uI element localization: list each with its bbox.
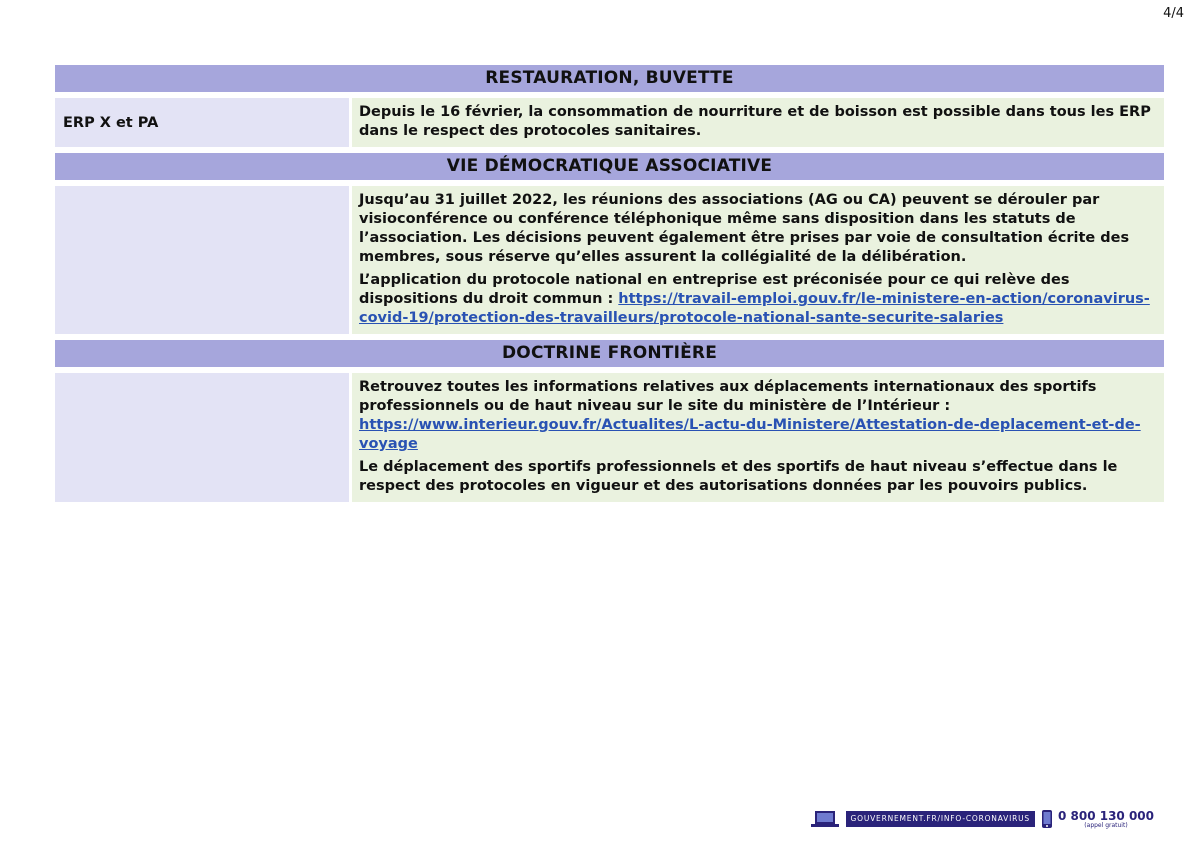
- content-paragraph: [359, 271, 1154, 328]
- table-row: [55, 373, 1164, 502]
- row-label-cell: [55, 373, 349, 502]
- paragraph-text: Depuis le 16 février, la consommation de nourriture et de boisson est possible dans tous les ERP dans le respect des protocoles sanitaires.: [359, 104, 1151, 139]
- section-header: DOCTRINE FRONTIÈRE: [55, 340, 1164, 367]
- phone-note: (appel gratuit): [1084, 821, 1128, 829]
- page-number: 4/4: [1163, 6, 1184, 21]
- table-row: [55, 98, 1164, 147]
- row-content-cell: [352, 186, 1164, 334]
- row-label-cell: ERP X et PA: [55, 98, 349, 147]
- laptop-icon: [810, 810, 840, 828]
- content-paragraph: [359, 378, 1154, 454]
- content-paragraph: [359, 103, 1154, 141]
- reference-link[interactable]: https://www.interieur.gouv.fr/Actualites/L-actu-du-Ministere/Attestation-de-deplacement-et-de-voyage: [359, 417, 1141, 452]
- section-header: RESTAURATION, BUVETTE: [55, 65, 1164, 92]
- content-paragraph: [359, 458, 1154, 496]
- footer: [810, 809, 1155, 829]
- paragraph-text: Le déplacement des sportifs professionnels et des sportifs de haut niveau s’effectue dans le respect des protocoles en vigueur et des autorisations données par les pouvoirs publics.: [359, 459, 1118, 494]
- reference-link[interactable]: https://travail-emploi.gouv.fr/le-ministere-en-action/coronavirus-covid-19/protection-des-travailleurs/protocole-national-sante-securite-salaries: [359, 291, 1150, 326]
- paragraph-text: Retrouvez toutes les informations relatives aux déplacements internationaux des sportifs professionnels ou de haut niveau sur le site du ministère de l’Intérieur :: [359, 379, 1097, 414]
- paragraph-text: Jusqu’au 31 juillet 2022, les réunions des associations (AG ou CA) peuvent se dérouler par visioconférence ou conférence téléphonique même sans disposition dans les statuts de l’association. Les décisions peuvent également être prises par voie de consultation écrite des membres, sous réserve qu’elles assurent la collégialité de la délibération.: [359, 192, 1130, 265]
- website-link[interactable]: GOUVERNEMENT.FR/INFO-CORONAVIRUS: [846, 811, 1035, 827]
- row-label-cell: [55, 186, 349, 334]
- row-content-cell: [352, 373, 1164, 502]
- phone-icon: [1041, 810, 1053, 828]
- content-paragraph: [359, 191, 1154, 267]
- document-table: [55, 65, 1164, 508]
- section-header: VIE DÉMOCRATIQUE ASSOCIATIVE: [55, 153, 1164, 180]
- table-row: [55, 186, 1164, 334]
- phone-number[interactable]: 0 800 130 000: [1057, 808, 1154, 823]
- phone-block: [1058, 810, 1154, 829]
- row-content-cell: [352, 98, 1164, 147]
- paragraph-text: L’application du protocole national en entreprise est préconisée pour ce qui relève des dispositions du droit commun :: [359, 272, 1070, 307]
